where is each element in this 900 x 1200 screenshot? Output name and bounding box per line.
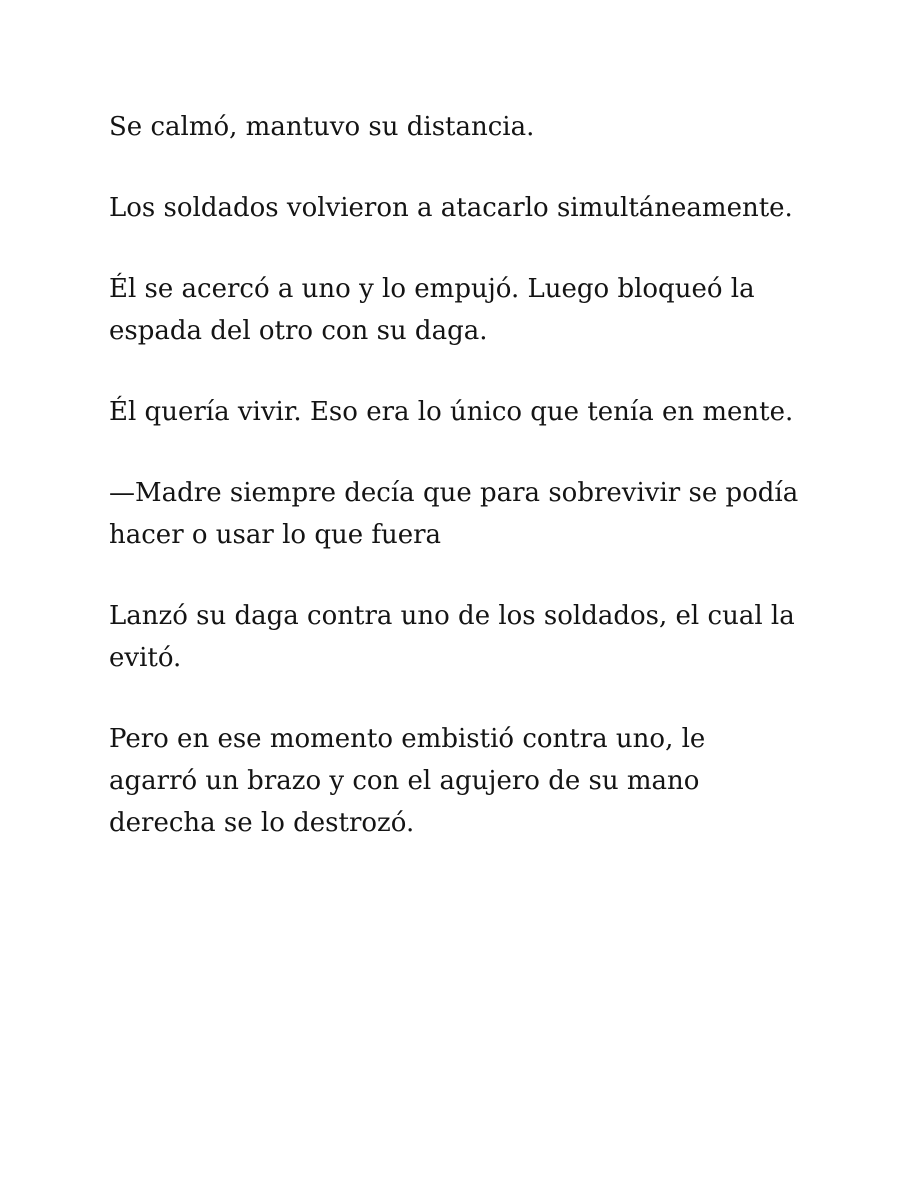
paragraph: Se calmó, mantuvo su distancia.: [109, 112, 535, 142]
paragraph: Lanzó su daga contra uno de los soldados, el cual la evitó.: [109, 601, 795, 673]
paragraph: Los soldados volvieron a atacarlo simultáneamente.: [109, 193, 793, 223]
paragraph: Pero en ese momento embistió contra uno, le agarró un brazo y con el agujero de su mano derecha se lo destrozó.: [109, 724, 706, 838]
paragraph: Él se acercó a uno y lo empujó. Luego bloqueó la espada del otro con su daga.: [109, 274, 755, 346]
paragraph: Él quería vivir. Eso era lo único que tenía en mente.: [109, 397, 794, 427]
paragraph: —Madre siempre decía que para sobrevivir se podía hacer o usar lo que fuera: [109, 478, 799, 550]
document-page: [109, 106, 799, 883]
